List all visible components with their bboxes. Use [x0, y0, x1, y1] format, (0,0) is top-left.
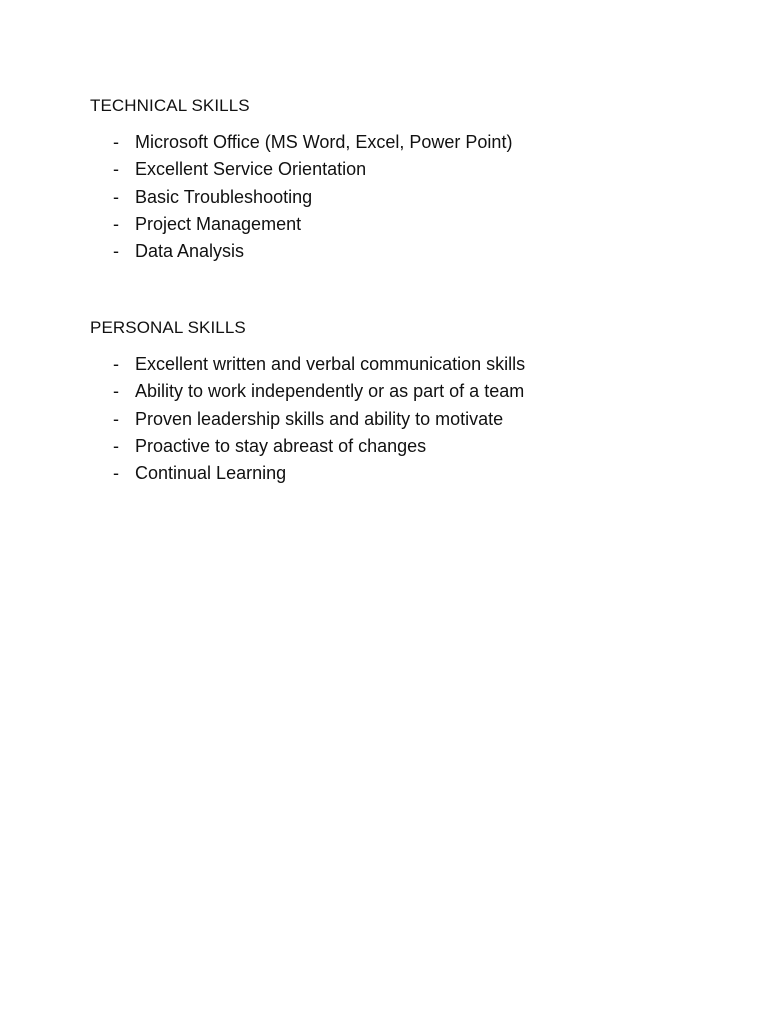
list-item — [90, 351, 730, 378]
technical-skills-section — [90, 94, 730, 265]
technical-skills-list — [90, 129, 730, 265]
bullet-dash: - — [113, 463, 119, 484]
list-item — [90, 406, 730, 433]
section-heading: PERSONAL SKILLS — [90, 318, 246, 337]
bullet-dash: - — [113, 159, 119, 180]
bullet-dash: - — [113, 354, 119, 374]
personal-skills-section — [90, 316, 730, 487]
list-item — [90, 433, 730, 460]
list-item-text: Excellent written and verbal communication skills — [135, 354, 526, 374]
list-item-text: Continual Learning — [135, 463, 287, 484]
list-item-text: Proactive to stay abreast of changes — [135, 435, 427, 456]
list-item — [90, 211, 730, 238]
list-item — [90, 156, 730, 183]
list-item — [90, 460, 730, 487]
list-item-text: Proven leadership skills and ability to motivate — [135, 408, 504, 429]
list-item — [90, 184, 730, 211]
personal-skills-list — [90, 351, 730, 487]
bullet-dash: - — [113, 381, 119, 402]
list-item — [90, 378, 730, 405]
bullet-dash: - — [113, 435, 119, 456]
list-item — [90, 129, 730, 156]
bullet-dash: - — [113, 241, 119, 262]
list-item-text: Project Management — [135, 213, 302, 234]
list-item-text: Microsoft Office (MS Word, Excel, Power Point) — [135, 132, 513, 152]
section-heading: TECHNICAL SKILLS — [90, 96, 250, 115]
bullet-dash: - — [113, 132, 119, 152]
list-item-text: Excellent Service Orientation — [135, 159, 367, 180]
bullet-dash: - — [113, 213, 119, 234]
bullet-dash: - — [113, 408, 119, 429]
list-item-text: Basic Troubleshooting — [135, 186, 313, 207]
list-item-text: Data Analysis — [135, 241, 245, 262]
bullet-dash: - — [113, 186, 119, 207]
list-item — [90, 238, 730, 265]
list-item-text: Ability to work independently or as part of a team — [135, 381, 525, 402]
